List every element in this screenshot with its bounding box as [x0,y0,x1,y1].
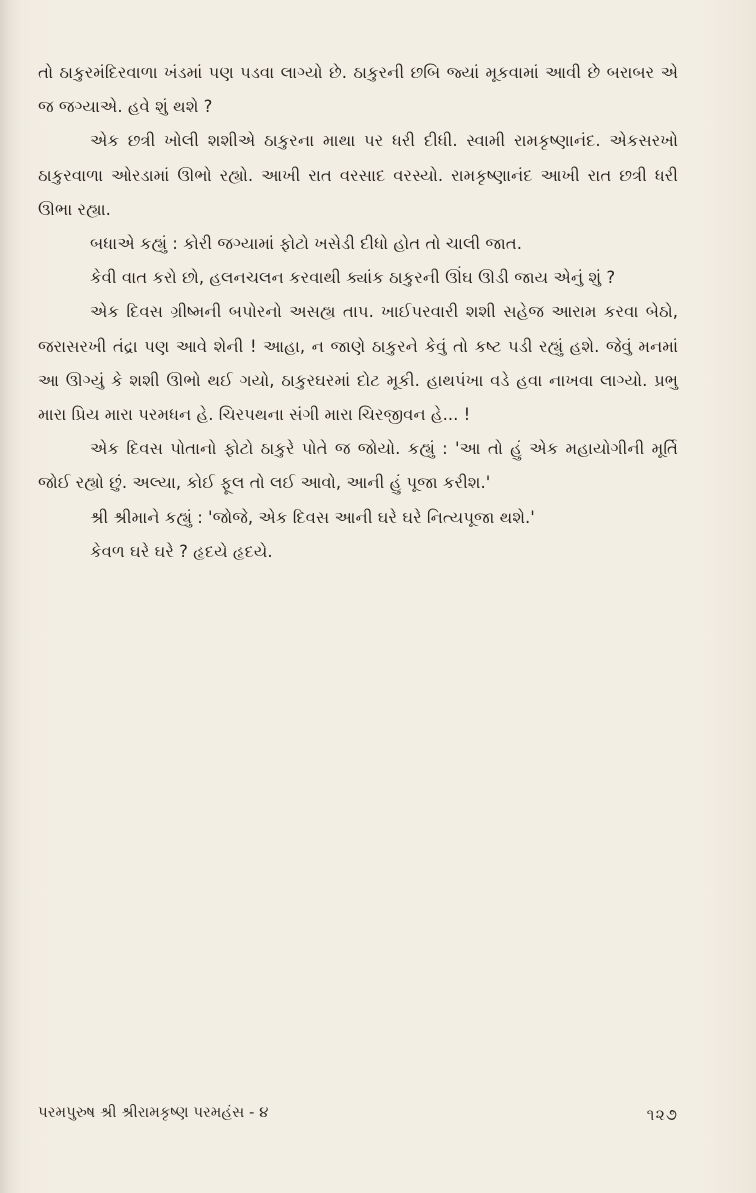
paragraph-4: કેવી વાત કરો છો, હલનચલન કરવાથી ક્યાંક ઠાકુરની ઊંઘ ઊડી જાય એનું શું ? [90,268,616,288]
paragraph-1: તો ઠાકુરમંદિરવાળા ખંડમાં પણ પડવા લાગ્યો છે. ઠાકુરની છબિ જ્યાં મૂકવામાં આવી છે બરાબર એ જ જગ્યાએ. હવે શું થશે ? [38,63,678,117]
running-footer-title: પરમપુરુષ શ્રી શ્રીરામકૃષ્ણ પરમહંસ - ૪ [38,1103,269,1121]
page-number: ૧૨૭ [646,1105,678,1124]
paragraph-2: એક છત્રી ખોલી શશીએ ઠાકુરના માથા પર ધરી દીધી. સ્વામી રામકૃષ્ણાનંદ. એકસરખો ઠાકુરવાળા ઓરડામાં ઊભો રહ્યો. આખી રાત વરસાદ વરસ્યો. રામકૃષ્ણાનંદ આખી રાત છત્રી ધરી ઊભા રહ્યા. [38,131,678,219]
paragraph-3: બધાએ કહ્યું : કોરી જગ્યામાં ફોટો ખસેડી દીધો હોત તો ચાલી જાત. [90,234,522,254]
page-footer [38,1103,678,1133]
body-text [38,56,678,569]
paragraph-5: એક દિવસ ગ્રીષ્મની બપોરનો અસહ્ય તાપ. ખાઈપરવારી શશી સહેજ આરામ કરવા બેઠો, જરાસરખી તંદ્રા પણ આવે શેની ! આહા, ન જાણે ઠાકુરને કેવું તો કષ્ટ પડી રહ્યું હશે. જેવું મનમાં આ ઊગ્યું કે શશી ઊભો થઈ ગયો, ઠાકુરઘરમાં દોટ મૂકી. હાથપંખા વડે હવા નાખવા લાગ્યો. પ્રભુ મારા પ્રિય મારા પરમધન હે. ચિરપથના સંગી મારા ચિરજીવન હે... ! [38,302,678,425]
paragraph-6: એક દિવસ પોતાનો ફોટો ઠાકુરે પોતે જ જોયો. કહ્યું : 'આ તો હું એક મહાયોગીની મૂર્તિ જોઈ રહ્યો છું. અલ્યા, કોઈ ફૂલ તો લઈ આવો, આની હું પૂજા કરીશ.' [38,439,678,493]
paragraph-8: કેવળ ઘરે ઘરે ? હૃદયે હૃદયે. [90,541,273,561]
paragraph-7: શ્રી શ્રીમાને કહ્યું : 'જોજે, એક દિવસ આની ઘરે ઘરે નિત્યપૂજા થશે.' [90,507,535,527]
